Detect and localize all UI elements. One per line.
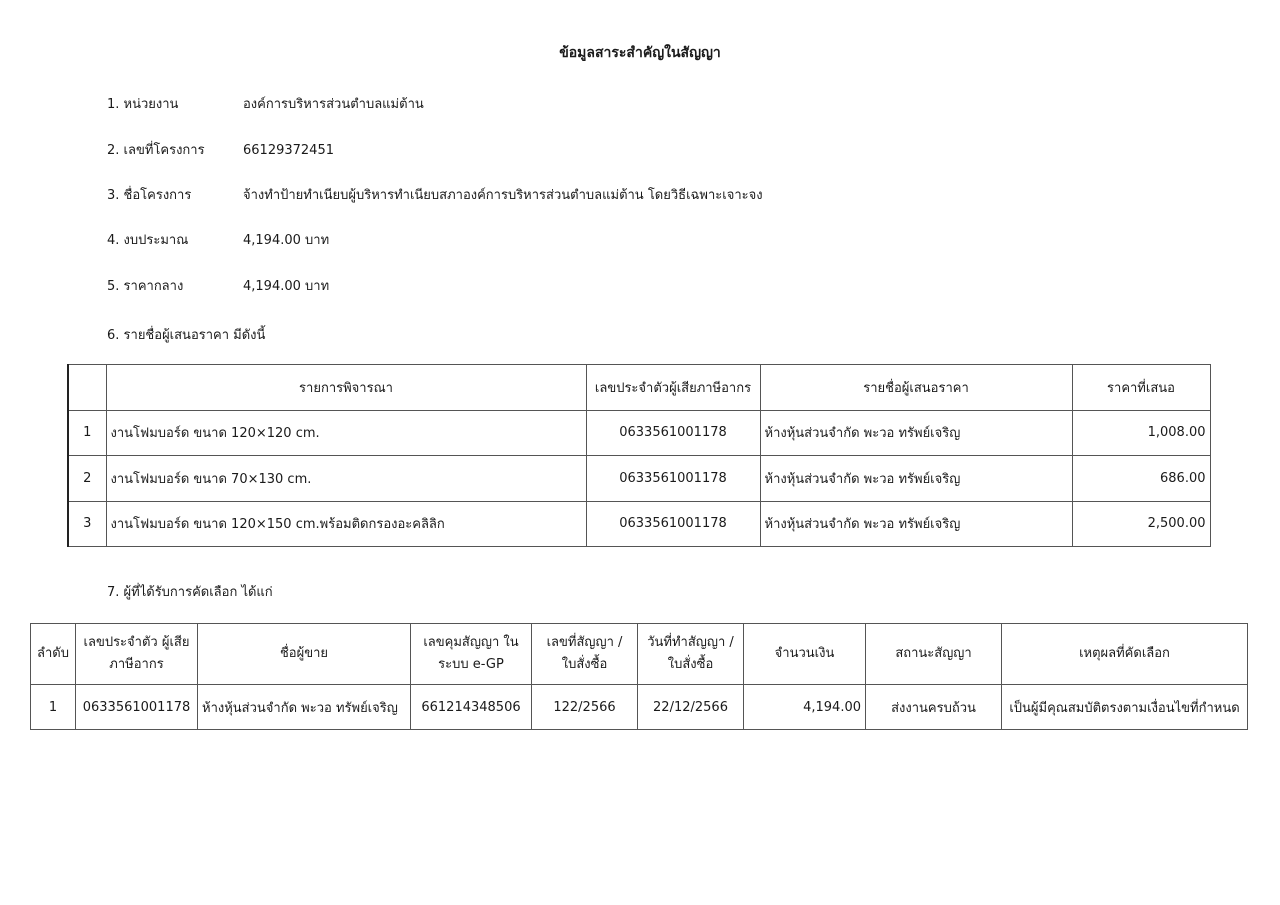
contract-number: 122/2566: [532, 685, 638, 730]
info-value: 4,194.00 บาท: [243, 233, 330, 248]
column-header: เลขประจำตัว ผู้เสียภาษีอากร: [76, 624, 198, 685]
column-header: สถานะสัญญา: [866, 624, 1002, 685]
selection-reason: เป็นผู้มีคุณสมบัติตรงตามเงื่อนไขที่กำหนด: [1002, 685, 1248, 730]
table-row: [68, 410, 1210, 456]
column-header: รายชื่อผู้เสนอราคา: [760, 365, 1072, 411]
column-header: เหตุผลที่คัดเลือก: [1002, 624, 1248, 685]
winners-table: [30, 623, 1248, 730]
offered-price: 1,008.00: [1072, 410, 1210, 456]
table-header-row: [68, 365, 1210, 411]
bidder-name: ห้างหุ้นส่วนจำกัด พะวอ ทรัพย์เจริญ: [760, 456, 1072, 502]
contract-status: ส่งงานครบถ้วน: [866, 685, 1002, 730]
column-header: เลขที่สัญญา / ใบสั่งซื้อ: [532, 624, 638, 685]
info-value: องค์การบริหารส่วนตำบลแม่ต้าน: [243, 97, 424, 112]
info-value: 4,194.00 บาท: [243, 279, 330, 294]
row-number: 2: [68, 456, 106, 502]
info-label: 1. หน่วยงาน: [107, 97, 179, 112]
bidders-heading: 6. รายชื่อผู้เสนอราคา มีดังนี้: [107, 328, 266, 343]
seller-name: ห้างหุ้นส่วนจำกัด พะวอ ทรัพย์เจริญ: [198, 685, 411, 730]
column-header: ลำดับ: [31, 624, 76, 685]
tax-id: 0633561001178: [586, 456, 760, 502]
tax-id: 0633561001178: [76, 685, 198, 730]
column-header: ชื่อผู้ขาย: [198, 624, 411, 685]
info-label: 2. เลขที่โครงการ: [107, 143, 205, 158]
document-title: ข้อมูลสาระสำคัญในสัญญา: [559, 45, 721, 61]
row-number: 1: [31, 685, 76, 730]
bidders-table: [67, 364, 1211, 547]
column-header: [68, 365, 106, 411]
egp-contract-number: 661214348506: [411, 685, 532, 730]
column-header: ราคาที่เสนอ: [1072, 365, 1210, 411]
column-header: วันที่ทำสัญญา / ใบสั่งซื้อ: [638, 624, 744, 685]
row-number: 3: [68, 501, 106, 547]
column-header: จำนวนเงิน: [744, 624, 866, 685]
item-description: งานโฟมบอร์ด ขนาด 70×130 cm.: [106, 456, 586, 502]
item-description: งานโฟมบอร์ด ขนาด 120×120 cm.: [106, 410, 586, 456]
table-row: [68, 501, 1210, 547]
bidder-name: ห้างหุ้นส่วนจำกัด พะวอ ทรัพย์เจริญ: [760, 410, 1072, 456]
info-label: 3. ชื่อโครงการ: [107, 188, 192, 203]
bidder-name: ห้างหุ้นส่วนจำกัด พะวอ ทรัพย์เจริญ: [760, 501, 1072, 547]
tax-id: 0633561001178: [586, 410, 760, 456]
offered-price: 2,500.00: [1072, 501, 1210, 547]
info-value: จ้างทำป้ายทำเนียบผู้บริหารทำเนียบสภาองค์การบริหารส่วนตำบลแม่ต้าน โดยวิธีเฉพาะเจาะจง: [243, 188, 763, 203]
contract-amount: 4,194.00: [744, 685, 866, 730]
info-label: 4. งบประมาณ: [107, 233, 189, 248]
table-row: [31, 685, 1248, 730]
info-value: 66129372451: [243, 143, 334, 158]
table-row: [68, 456, 1210, 502]
row-number: 1: [68, 410, 106, 456]
column-header: รายการพิจารณา: [106, 365, 586, 411]
offered-price: 686.00: [1072, 456, 1210, 502]
winners-heading: 7. ผู้ที่ได้รับการคัดเลือก ได้แก่: [107, 585, 273, 600]
tax-id: 0633561001178: [586, 501, 760, 547]
contract-date: 22/12/2566: [638, 685, 744, 730]
item-description: งานโฟมบอร์ด ขนาด 120×150 cm.พร้อมติดกรองอะคลิลิก: [106, 501, 586, 547]
column-header: เลขประจำตัวผู้เสียภาษีอากร: [586, 365, 760, 411]
column-header: เลขคุมสัญญา ในระบบ e-GP: [411, 624, 532, 685]
info-label: 5. ราคากลาง: [107, 279, 184, 294]
table-header-row: [31, 624, 1248, 685]
